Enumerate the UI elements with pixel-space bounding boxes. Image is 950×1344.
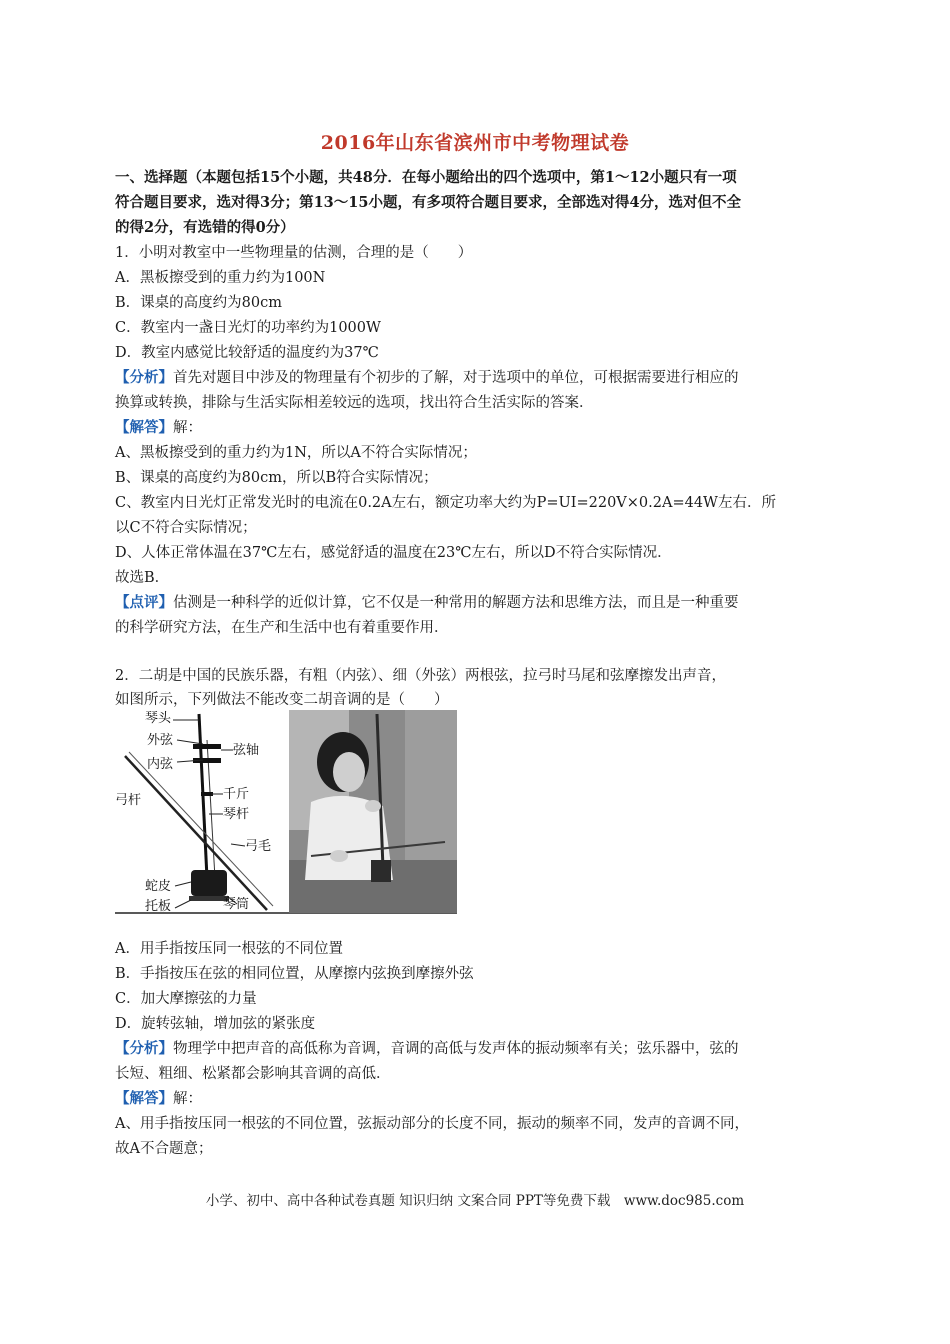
label-gonggan: 弓杆 bbox=[115, 793, 142, 808]
label-neixian: 内弦 bbox=[147, 757, 174, 772]
q2-answer-line-a: A、用手指按压同一根弦的不同位置，弦振动部分的长度不同，振动的频率不同，发声的音调不同， bbox=[115, 1116, 749, 1132]
q2-stem-line-2: 如图所示，下列做法不能改变二胡音调的是（ ） bbox=[115, 692, 449, 708]
analysis-tag: 【分析】 bbox=[115, 1040, 173, 1057]
comment-tag: 【点评】 bbox=[115, 594, 173, 611]
label-qingan: 琴杆 bbox=[223, 807, 250, 822]
q1-option-a: A．黑板擦受到的重力约为100N bbox=[115, 270, 326, 286]
section-heading-line-2: 符合题目要求，选对得3分；第13～15小题，有多项符合题目要求，全部选对得4分，选对但不全 bbox=[115, 194, 742, 211]
label-qianjin: 千斤 bbox=[223, 787, 250, 802]
q1-comment bbox=[115, 593, 739, 613]
answer-head-text: 解： bbox=[173, 420, 202, 436]
section-heading-line-1: 一、选择题（本题包括15个小题，共48分．在每小题给出的四个选项中，第1～12小题只有一项 bbox=[115, 169, 737, 186]
q1-answer-line-b: B、课桌的高度约为80cm，所以B符合实际情况； bbox=[115, 470, 438, 486]
erhu-figure bbox=[115, 710, 457, 914]
page-title: 2016年山东省滨州市中考物理试卷 bbox=[320, 132, 630, 154]
q1-answer-line-a: A、黑板擦受到的重力约为1N，所以A不符合实际情况； bbox=[115, 445, 477, 461]
q1-answer-line-c2: 以C不符合实际情况； bbox=[115, 520, 257, 536]
erhu-player-photo bbox=[289, 710, 457, 913]
q2-analysis-line-2: 长短、粗细、松紧都会影响其音调的高低． bbox=[115, 1066, 391, 1082]
label-shepi: 蛇皮 bbox=[145, 879, 172, 894]
answer-tag: 【解答】 bbox=[115, 1090, 173, 1107]
q1-option-b: B．课桌的高度约为80cm bbox=[115, 295, 282, 311]
analysis-tag: 【分析】 bbox=[115, 369, 173, 386]
q1-answer-head bbox=[115, 418, 202, 438]
q2-analysis-text: 物理学中把声音的高低称为音调，音调的高低与发声体的振动频率有关；弦乐器中，弦的 bbox=[173, 1041, 739, 1057]
q2-option-d: D．旋转弦轴，增加弦的紧张度 bbox=[115, 1016, 316, 1032]
label-qintou: 琴头 bbox=[145, 711, 172, 726]
q1-option-d: D．教室内感觉比较舒适的温度约为37℃ bbox=[115, 345, 379, 361]
q1-analysis-line-2: 换算或转换，排除与生活实际相差较远的选项，找出符合生活实际的答案． bbox=[115, 395, 594, 411]
answer-tag: 【解答】 bbox=[115, 419, 173, 436]
q1-comment-text: 估测是一种科学的近似计算，它不仅是一种常用的解题方法和思维方法，而且是一种重要 bbox=[173, 595, 739, 611]
q1-analysis-text: 首先对题目中涉及的物理量有个初步的了解，对于选项中的单位，可根据需要进行相应的 bbox=[173, 370, 739, 386]
label-xianzhou: 弦轴 bbox=[233, 743, 260, 758]
label-gongmao: 弓毛 bbox=[245, 839, 272, 854]
q2-answer-head bbox=[115, 1089, 202, 1109]
q1-analysis bbox=[115, 368, 739, 388]
q2-option-b: B．手指按压在弦的相同位置，从摩擦内弦换到摩擦外弦 bbox=[115, 966, 474, 982]
label-waixian: 外弦 bbox=[147, 733, 174, 748]
label-tuoban: 托板 bbox=[145, 899, 172, 914]
q2-option-c: C．加大摩擦弦的力量 bbox=[115, 991, 257, 1007]
q2-stem-line-1: 2．二胡是中国的民族乐器，有粗（内弦）、细（外弦）两根弦，拉弓时马尾和弦摩擦发出声音， bbox=[115, 668, 726, 684]
q1-answer-choice: 故选B． bbox=[115, 570, 170, 586]
q2-answer-line-a2: 故A不合题意； bbox=[115, 1141, 213, 1157]
page-footer: 小学、初中、高中各种试卷真题 知识归纳 文案合同 PPT等免费下载 www.doc985.com bbox=[205, 1193, 745, 1209]
q1-answer-line-d: D、人体正常体温在37℃左右，感觉舒适的温度在23℃左右，所以D不符合实际情况． bbox=[115, 545, 672, 561]
q2-analysis bbox=[115, 1039, 739, 1059]
label-qintong: 琴筒 bbox=[223, 897, 250, 912]
q1-comment-line-2: 的科学研究方法，在生产和生活中也有着重要作用． bbox=[115, 620, 449, 636]
answer-head-text: 解： bbox=[173, 1091, 202, 1107]
q1-option-c: C．教室内一盏日光灯的功率约为1000W bbox=[115, 320, 381, 336]
q2-option-a: A．用手指按压同一根弦的不同位置 bbox=[115, 941, 343, 957]
q1-answer-line-c: C、教室内日光灯正常发光时的电流在0.2A左右，额定功率大约为P=UI=220V×0.2A=44W左右．所 bbox=[115, 495, 776, 511]
section-heading-line-3: 的得2分，有选错的得0分） bbox=[115, 219, 295, 236]
q1-stem: 1．小明对教室中一些物理量的估测，合理的是（ ） bbox=[115, 245, 473, 261]
